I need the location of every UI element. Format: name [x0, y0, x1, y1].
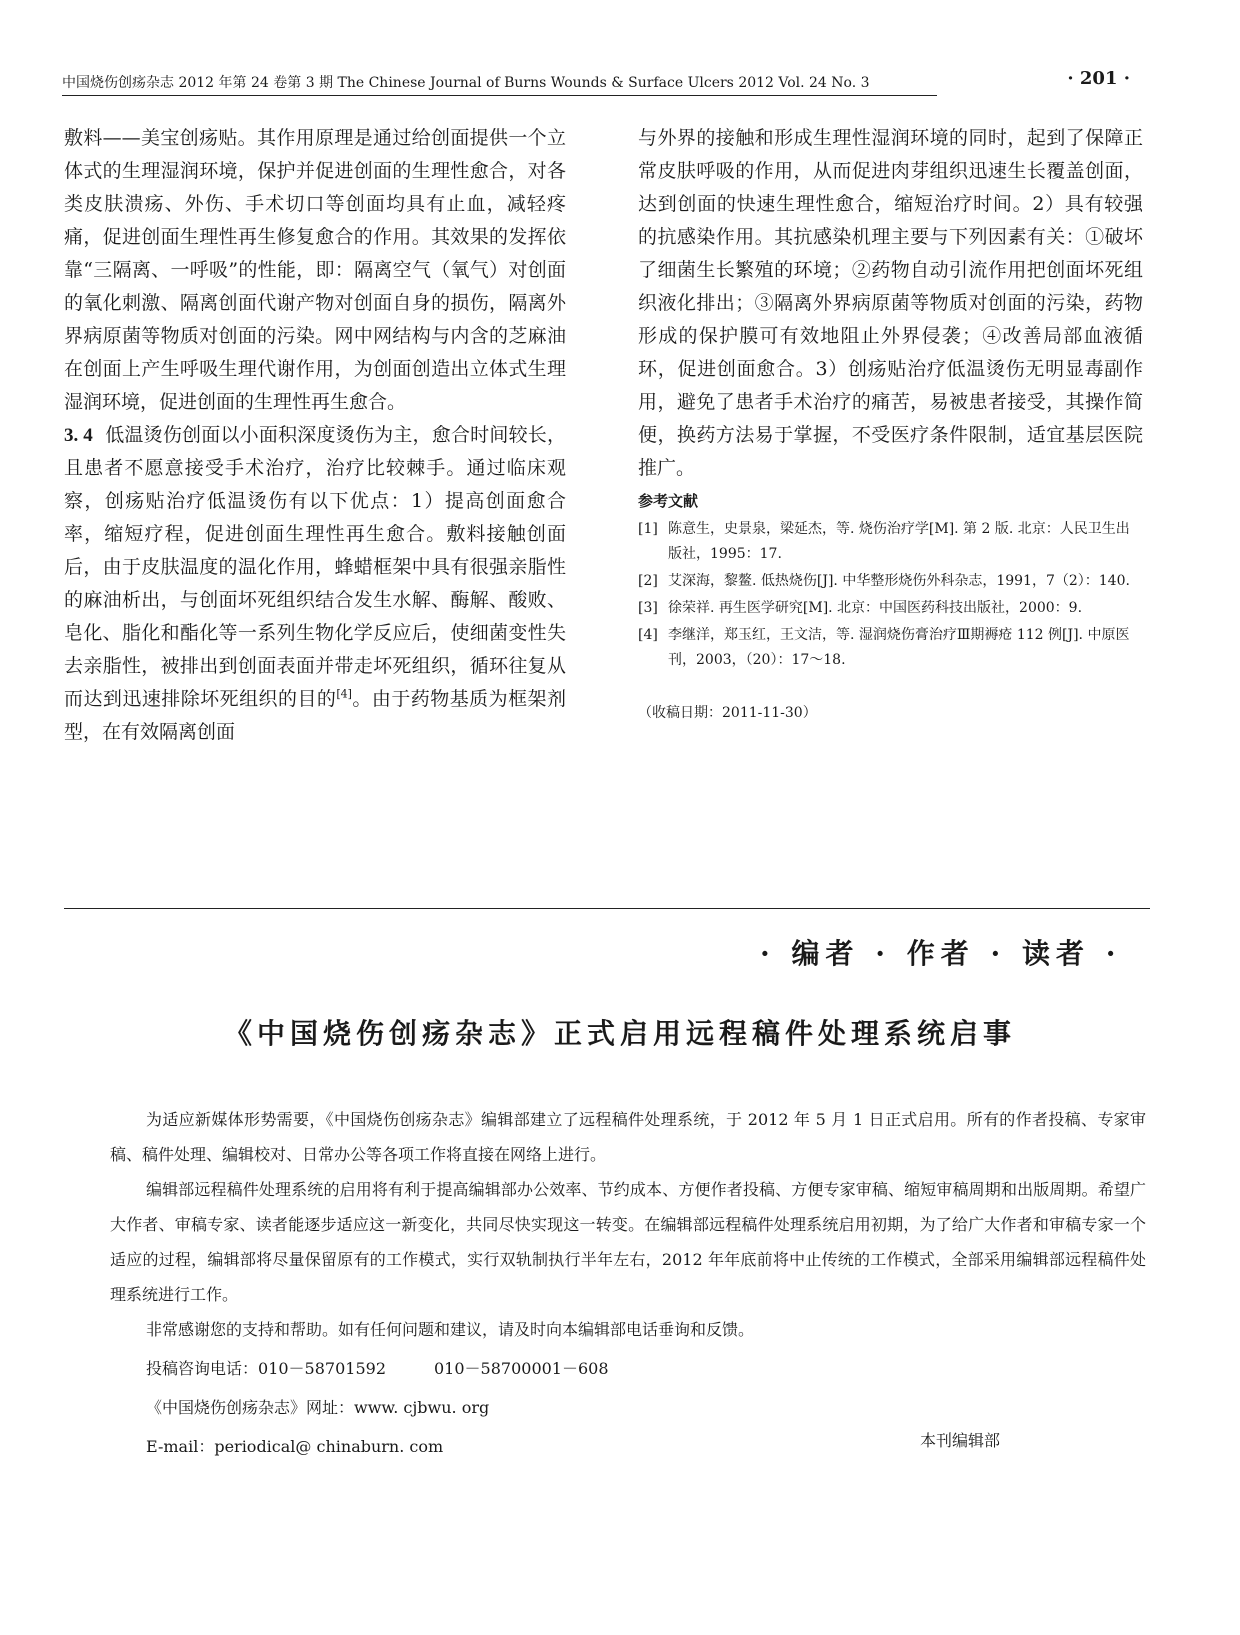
contact-website: 《中国烧伤创疡杂志》网址：www. cjbwu. org: [146, 1398, 490, 1417]
section-divider: [64, 908, 1150, 909]
references-title: 参考文献: [638, 492, 699, 510]
body-paragraph: 与外界的接触和形成生理性湿润环境的同时，起到了保障正常皮肤呼吸的作用，从而促进肉芽组织迅速生长覆盖创面，达到创面的快速生理性愈合，缩短治疗时间。2）具有较强的抗感染作用。其抗感染机理主要与下列因素有关：①破坏了细菌生长繁殖的环境；②药物自动引流作用把创面坏死组织液化排出；③隔离外界病原菌等物质对创面的污染，药物形成的保护膜可有效地阻止外界侵袭；④改善局部血液循环，促进创面愈合。3）创疡贴治疗低温烫伤无明显毒副作用，避免了患者手术治疗的痛苦，易被患者接受，其操作简便，换药方法易于掌握，不受医疗条件限制，适宜基层医院推广。: [638, 127, 1143, 479]
reference-text: 艾深海，黎鳌. 低热烧伤[J]. 中华整形烧伤外科杂志，1991，7（2）：140.: [668, 573, 1130, 589]
left-column: [64, 122, 566, 749]
right-column: [638, 122, 1143, 730]
paragraph-text: 。由于药物基质为框架剂型，在有效隔离创面: [64, 688, 566, 743]
received-date: （收稿日期：2011-11-30）: [638, 705, 817, 721]
body-paragraph: [64, 419, 566, 749]
reference-text: 李继洋，郑玉红，王文洁，等. 湿润烧伤膏治疗Ⅲ期褥疮 112 例[J]. 中原医刊，2003，（20）：17～18.: [668, 627, 1130, 668]
reference-number: [1]: [638, 521, 658, 537]
notice-body: [110, 1102, 1146, 1464]
citation-marker: [4]: [336, 687, 352, 701]
reference-number: [2]: [638, 573, 658, 589]
phone-label: 投稿咨询电话：: [146, 1359, 259, 1378]
phone-number: 010－58701592: [258, 1359, 386, 1378]
notice-title: 《中国烧伤创疡杂志》正式启用远程稿件处理系统启事: [223, 1017, 1016, 1050]
reference-item: [638, 596, 1143, 621]
paragraph-text: 低温烫伤创面以小面积深度烫伤为主，愈合时间较长，且患者不愿意接受手术治疗，治疗比较棘手。通过临床观察，创疡贴治疗低温烫伤有以下优点：1）提高创面愈合率，缩短疗程，促进创面生理性再生愈合。敷料接触创面后，由于皮肤温度的温化作用，蜂蜡框架中具有很强亲脂性的麻油析出，与创面坏死组织结合发生水解、酶解、酸败、皂化、脂化和酯化等一系列生物化学反应后，使细菌变性失去亲脂性，被排出到创面表面并带走坏死组织，循环往复从而达到迅速排除坏死组织的目的: [64, 424, 566, 710]
reference-number: [4]: [638, 627, 658, 643]
notice-paragraph: 为适应新媒体形势需要，《中国烧伤创疡杂志》编辑部建立了远程稿件处理系统，于 2012 年 5 月 1 日正式启用。所有的作者投稿、专家审稿、稿件处理、编辑校对、日常办公等各项工作将直接在网络上进行。: [110, 1110, 1146, 1164]
notice-paragraph: 非常感谢您的支持和帮助。如有任何问题和建议，请及时向本编辑部电话垂询和反馈。: [146, 1320, 755, 1339]
contact-phone: [110, 1351, 1146, 1386]
section-number: 3. 4: [64, 425, 93, 446]
phone-number: 010－58700001－608: [434, 1359, 609, 1378]
reference-text: 陈意生，史景泉，梁延杰，等. 烧伤治疗学[M]. 第 2 版. 北京：人民卫生出版社，1995：17.: [668, 521, 1130, 562]
reference-item: [638, 517, 1143, 567]
reference-text: 徐荣祥. 再生医学研究[M]. 北京：中国医药科技出版社，2000：9.: [668, 600, 1083, 616]
reference-list: [638, 517, 1143, 673]
body-paragraph: 敷料——美宝创疡贴。其作用原理是通过给创面提供一个立体式的生理湿润环境，保护并促进创面的生理性愈合，对各类皮肤溃疡、外伤、手术切口等创面均具有止血，减轻疼痛，促进创面生理性再生修复愈合的作用。其效果的发挥依靠“三隔离、一呼吸”的性能，即：隔离空气（氧气）对创面的氧化刺激、隔离创面代谢产物对创面自身的损伤，隔离外界病原菌等物质对创面的污染。网中网结构与内含的芝麻油在创面上产生呼吸生理代谢作用，为创面创造出立体式生理湿润环境，促进创面的生理性再生愈合。: [64, 127, 566, 413]
page-number: · 201 ·: [1067, 68, 1130, 89]
notice-signature: 本刊编辑部: [920, 1431, 1001, 1450]
reference-number: [3]: [638, 600, 658, 616]
notice-paragraph: 编辑部远程稿件处理系统的启用将有利于提高编辑部办公效率、节约成本、方便作者投稿、方便专家审稿、缩短审稿周期和出版周期。希望广大作者、审稿专家、读者能逐步适应这一新变化，共同尽快实现这一转变。在编辑部远程稿件处理系统启用初期，为了给广大作者和审稿专家一个适应的过程，编辑部将尽量保留原有的工作模式，实行双轨制执行半年左右，2012 年年底前将中止传统的工作模式，全部采用编辑部远程稿件处理系统进行工作。: [110, 1180, 1146, 1304]
reference-item: [638, 569, 1143, 594]
running-header: 中国烧伤创疡杂志 2012 年第 24 卷第 3 期 The Chinese Journal of Burns Wounds & Surface Ulcers 2012 Vol. 24 No. 3: [62, 72, 937, 96]
reference-item: [638, 623, 1143, 673]
contact-email: E-mail：periodical@ chinaburn. com: [146, 1437, 444, 1456]
section-tag: · 编者 · 作者 · 读者 ·: [760, 937, 1122, 970]
